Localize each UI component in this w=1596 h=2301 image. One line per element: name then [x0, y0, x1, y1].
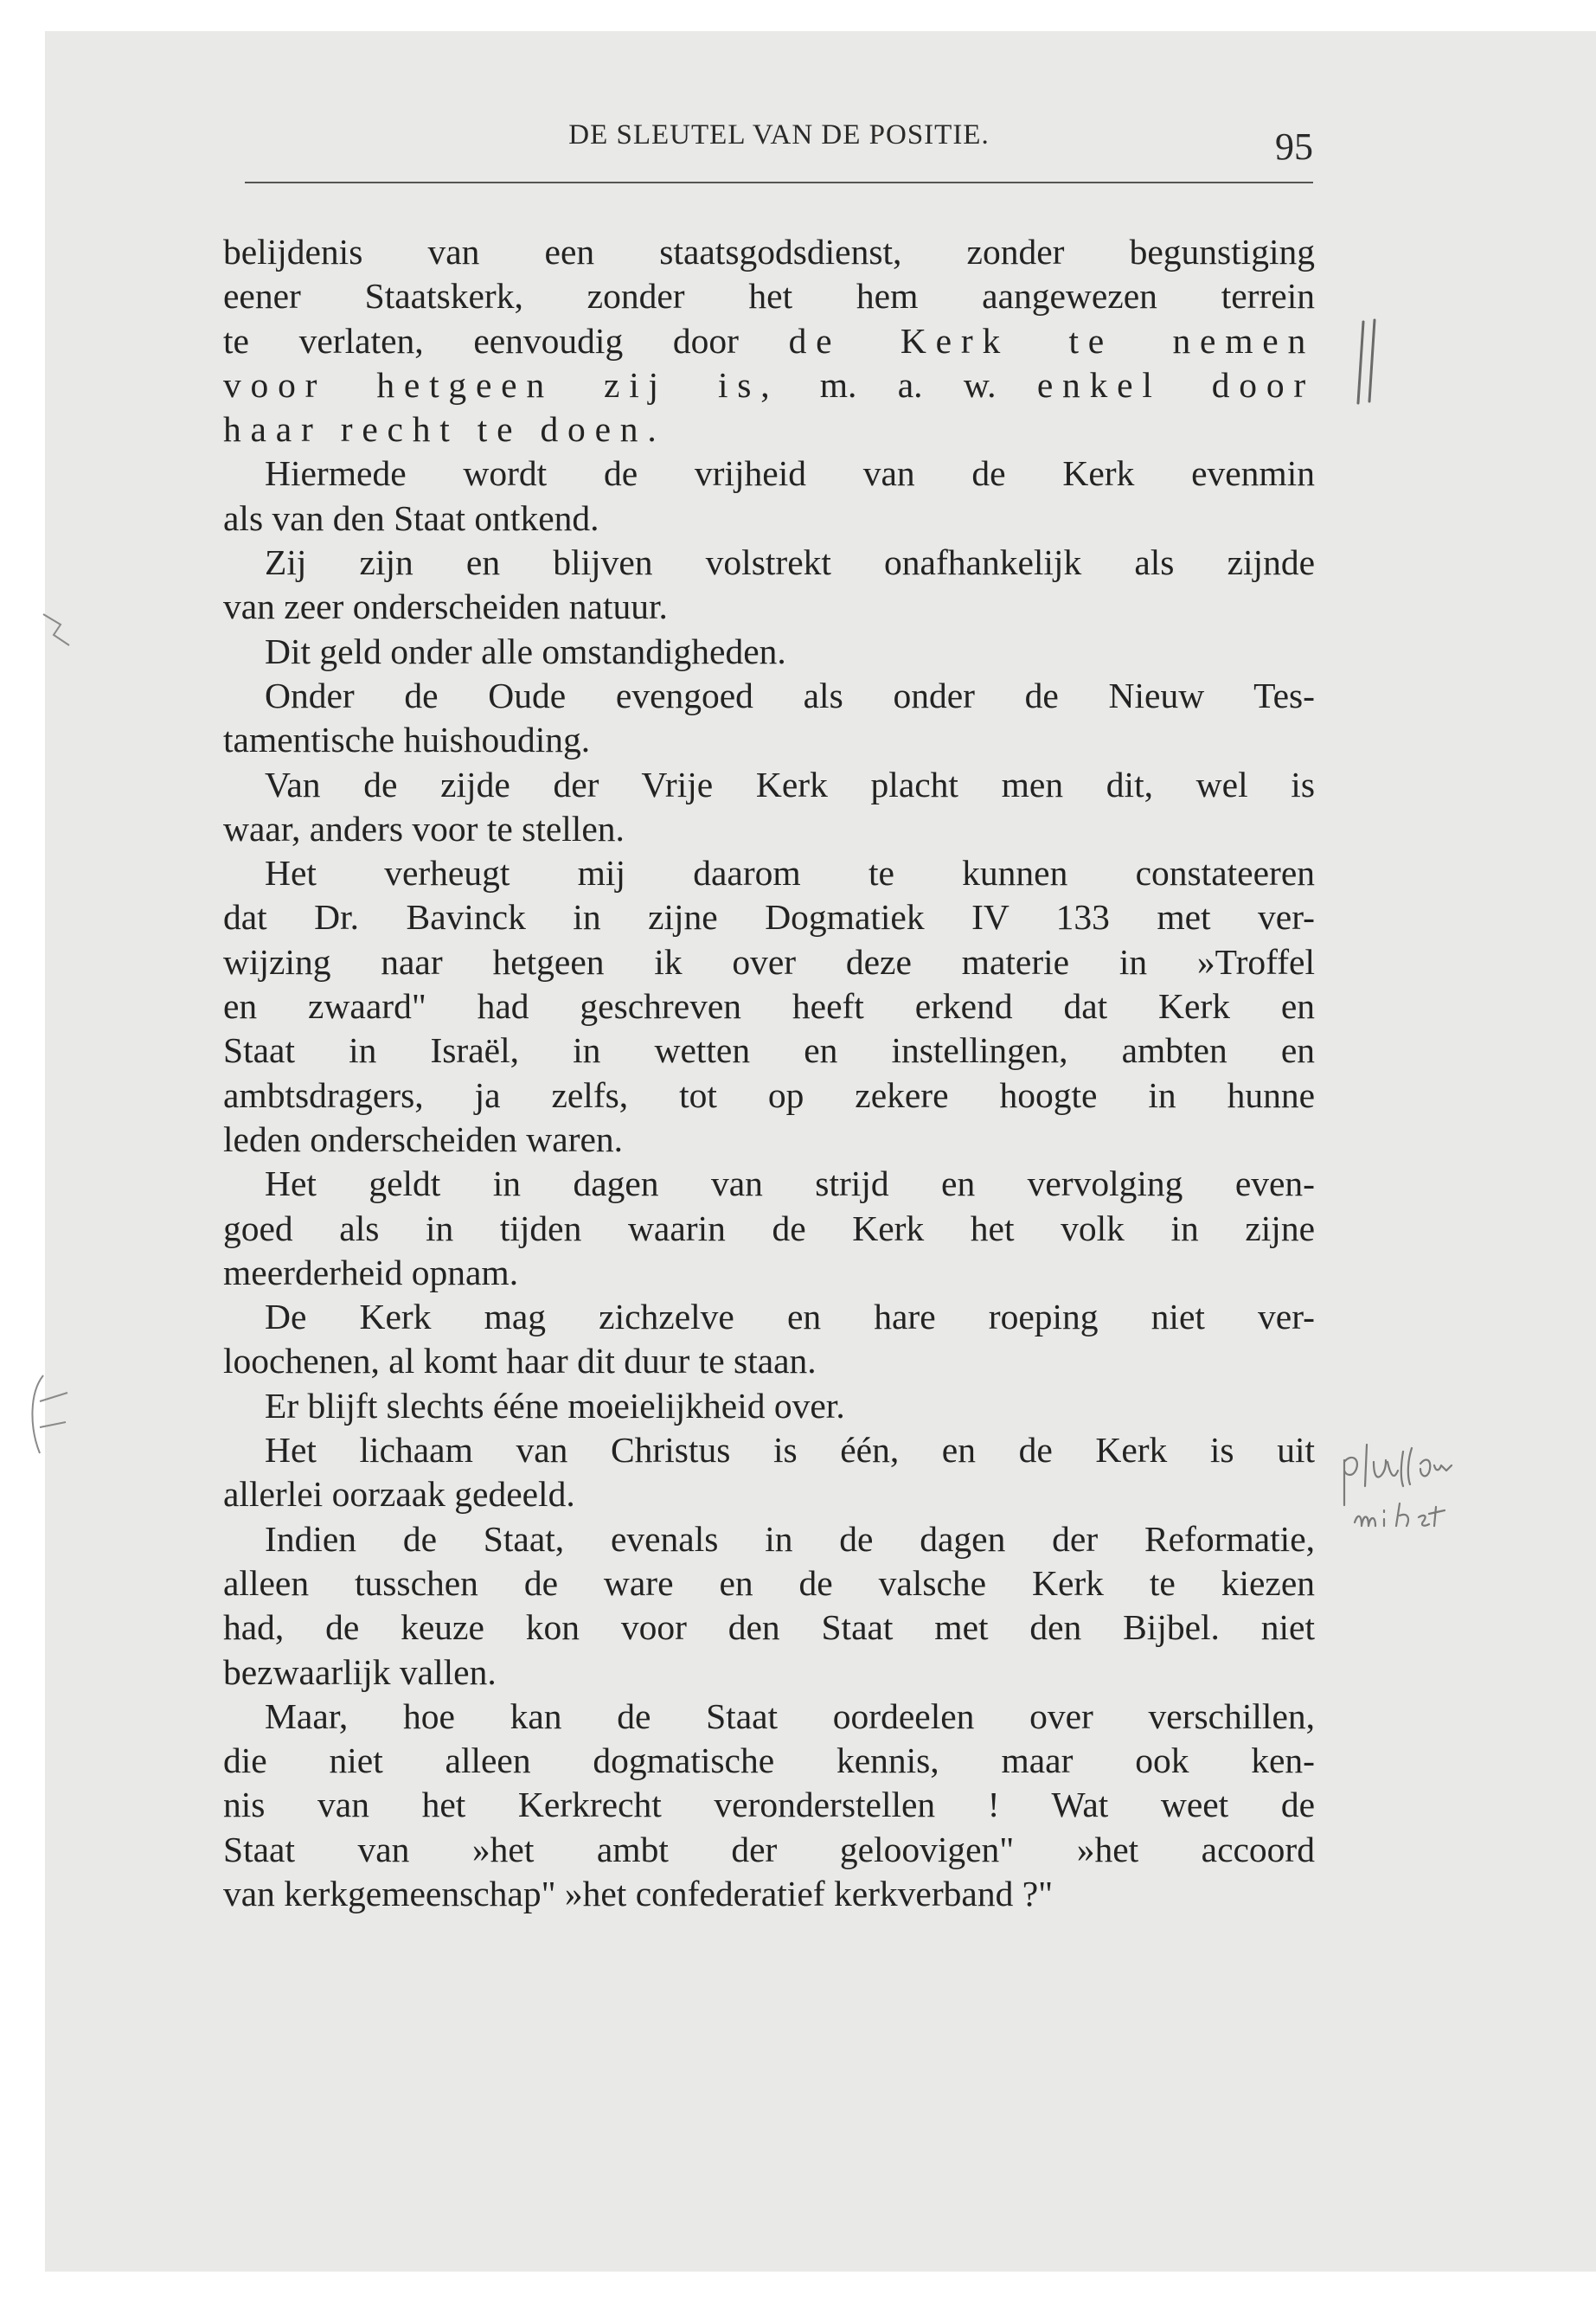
text-line: Dit geld onder alle omstandigheden.	[265, 631, 786, 671]
text-line: bezwaarlijk vallen.	[223, 1651, 497, 1692]
text-line: had, de keuze kon voor den Staat met den Bijbel. niet	[223, 1607, 1315, 1648]
page-edge-mark	[24, 1367, 76, 1471]
text-line: waar, anders voor te stellen.	[223, 808, 625, 849]
text-line: tamentische huishouding.	[223, 720, 591, 760]
text-line: belijdenis van een staatsgodsdienst, zonder begunstiging	[223, 232, 1315, 272]
text-line: eener Staatskerk, zonder het hem aangewezen terrein	[223, 276, 1315, 317]
text-line: Van de zijde der Vrije Kerk placht men dit, wel is	[265, 764, 1315, 804]
running-title: DE SLEUTEL VAN DE POSITIE.	[568, 119, 990, 151]
text-line: Staat in Israël, in wetten en instellingen, ambten en	[223, 1030, 1315, 1071]
text-line: leden onderscheiden waren.	[223, 1118, 624, 1159]
text-line: allerlei oorzaak gedeeld.	[223, 1474, 575, 1515]
handwritten-margin-note	[1339, 1436, 1529, 1540]
text-line	[223, 407, 1315, 452]
emphasis-text: voor hetgeen zij is,	[223, 364, 779, 405]
text-line: Staat van »het ambt der geloovigen" »het accoord	[223, 1829, 1315, 1869]
emphasis-text: enkel door	[1036, 364, 1315, 405]
text-line: De Kerk mag zichzelve en hare roeping niet ver-	[265, 1297, 1315, 1337]
text-line: die niet alleen dogmatische kennis, maar ook ken-	[223, 1740, 1315, 1781]
text-line: Hiermede wordt de vrijheid van de Kerk evenmin	[265, 453, 1315, 494]
text-line: Zij zijn en blijven volstrekt onafhankelijk als zijnde	[265, 542, 1315, 583]
text-line: Het geldt in dagen van strijd en vervolging even-	[265, 1163, 1315, 1204]
emphasis-text: de Kerk te nemen	[788, 320, 1316, 361]
header-rule	[245, 182, 1313, 183]
text-line: als van den Staat ontkend.	[223, 497, 599, 538]
text-line: te verlaten, eenvoudig door de Kerk te nemen	[223, 320, 1316, 361]
text-line: Het lichaam van Christus is één, en de Kerk is uit	[265, 1430, 1315, 1471]
emphasis-text: haar recht te doen.	[223, 409, 666, 450]
text-line: van zeer onderscheiden natuur.	[223, 586, 668, 627]
page-edge-mark	[35, 606, 87, 657]
text-line: loochenen, al komt haar dit duur te staan.	[223, 1341, 817, 1381]
text-line: Onder de Oude evengoed als onder de Nieuw Tes-	[265, 675, 1315, 715]
text-line: Maar, hoe kan de Staat oordeelen over verschillen,	[265, 1695, 1315, 1736]
text-line: ambtsdragers, ja zelfs, tot op zekere hoogte in hunne	[223, 1074, 1315, 1115]
text-line: Het verheugt mij daarom te kunnen constateeren	[265, 853, 1315, 894]
text-line: meerderheid opnam.	[223, 1252, 519, 1292]
running-head	[245, 80, 1313, 180]
text-line: en zwaard" had geschreven heeft erkend dat Kerk en	[223, 986, 1315, 1027]
text-line: wijzing naar hetgeen ik over deze materie in »Troffel	[223, 941, 1315, 982]
text-line: dat Dr. Bavinck in zijne Dogmatiek IV 133 met ver-	[223, 897, 1315, 938]
text-line: alleen tusschen de ware en de valsche Kerk te kiezen	[223, 1562, 1315, 1603]
text-line: Indien de Staat, evenals in de dagen der Reformatie,	[265, 1518, 1315, 1559]
page-number: 95	[1275, 125, 1313, 168]
body-text	[223, 230, 1315, 1916]
text-line: nis van het Kerkrecht veronderstellen ! Wat weet de	[223, 1785, 1315, 1825]
text-line: goed als in tijden waarin de Kerk het volk in zijne	[223, 1208, 1315, 1248]
text-line: van kerkgemeenschap" »het confederatief kerkverband ?"	[223, 1873, 1054, 1913]
text-line: Er blijft slechts ééne moeielijkheid over.	[265, 1385, 845, 1426]
text-line: voor hetgeen zij is, m. a. w. enkel door	[223, 364, 1315, 405]
margin-bar-marks	[1356, 318, 1377, 405]
